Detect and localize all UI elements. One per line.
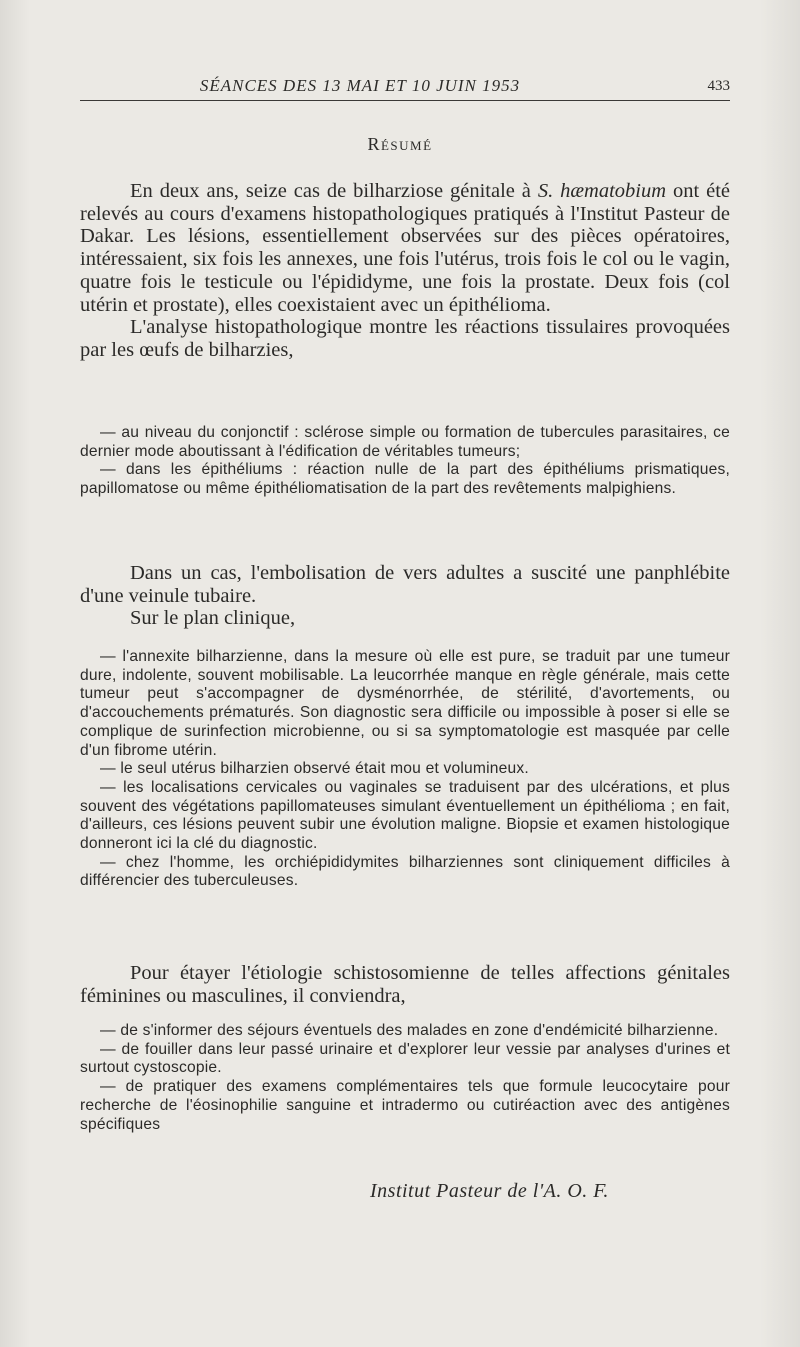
resume-text-start: En deux ans, seize cas de bilharziose génitale à [130,180,538,202]
signature: Institut Pasteur de l'A. O. F. [370,1180,609,1202]
etiology-block [80,962,730,1007]
page-header [80,74,730,101]
clinical-intro: Sur le plan clinique, [130,607,296,630]
list-item: — les localisations cervicales ou vaginales se traduisent par des ulcérations, et plus souvent des végétations papillomateuses simulant éventuellement un épithélioma ; en fait, d'ailleurs, ces lésions peuvent subir une évolution maligne. Biopsie et examen histologique donneront ici la clé du diagnostic. [80,778,730,853]
section-title: Résumé [367,134,433,154]
list-item: — au niveau du conjonctif : sclérose simple ou formation de tubercules parasitaires, ce dernier mode aboutissant à l'édification de véritables tumeurs; [80,424,730,460]
list-item: — de s'informer des séjours éventuels des malades en zone d'endémicité bilharzienne. [100,1022,719,1039]
tissue-reactions-list [80,424,730,499]
list-item: — l'annexite bilharzienne, dans la mesure où elle est pure, se traduit par une tumeur dure, indolente, souvent mobilisable. La leucorrhée manque en règle générale, mais cette tumeur peut s'accompagner de dysménorrhée, de stérilité, d'avortements, ou d'accouchements prématurés. Son diagnostic sera difficile ou impossible à poser si elle se complique de surinfection microbienne, ou si sa symptomatologie est masquée par celle d'un fibrome utérin. [80,648,730,759]
list-item: — de pratiquer des examens complémentaires tels que formule leucocytaire pour recherche de l'éosinophilie sanguine et intradermo ou cutiréaction avec des antigènes spécifiques [80,1078,730,1133]
embolisation-block [80,562,730,630]
clinical-list [80,648,730,891]
etiology-paragraph: Pour étayer l'étiologie schistosomienne de telles affections génitales féminines ou masculines, il conviendra, [80,962,730,1007]
list-item: — chez l'homme, les orchiépididymites bilharziennes sont cliniquement difficiles à différencier des tuberculeuses. [80,853,730,890]
list-item: — le seul utérus bilharzien observé était mou et volumineux. [100,760,529,778]
embolisation-paragraph: Dans un cas, l'embolisation de vers adultes a suscité une panphlébite d'une veinule tubaire. [80,562,730,607]
species-name: S. hæmatobium [537,180,667,202]
list-item: — dans les épithéliums : réaction nulle de la part des épithéliums prismatiques, papillomatose ou même épithéliomatisation de la part des revêtements malpighiens. [80,461,730,498]
resume-block [80,180,730,362]
resume-paragraph-2: L'analyse histopathologique montre les réactions tissulaires provoquées par les œufs de bilharzies, [80,316,730,361]
page-number: 433 [707,78,730,94]
list-item: — de fouiller dans leur passé urinaire et d'explorer leur vessie par analyses d'urines et surtout cystoscopie. [80,1040,730,1077]
etiology-list [80,1022,730,1134]
running-title: SÉANCES DES 13 MAI ET 10 JUIN 1953 [199,76,521,95]
resume-paragraph-1 [80,180,730,316]
resume-text-end: ont été relevés au cours d'examens histopathologiques pratiqués à l'Institut Pasteur de Dakar. Les lésions, essentiellement observées sur des pièces opératoires, intéressaient, six fois les annexes, une fois l'utérus, trois fois le col ou le vagin, quatre fois le testicule ou l'épididyme, une fois la prostate. Deux fois (col utérin et prostate), elles coexistaient avec un épithélioma. [80,180,730,316]
